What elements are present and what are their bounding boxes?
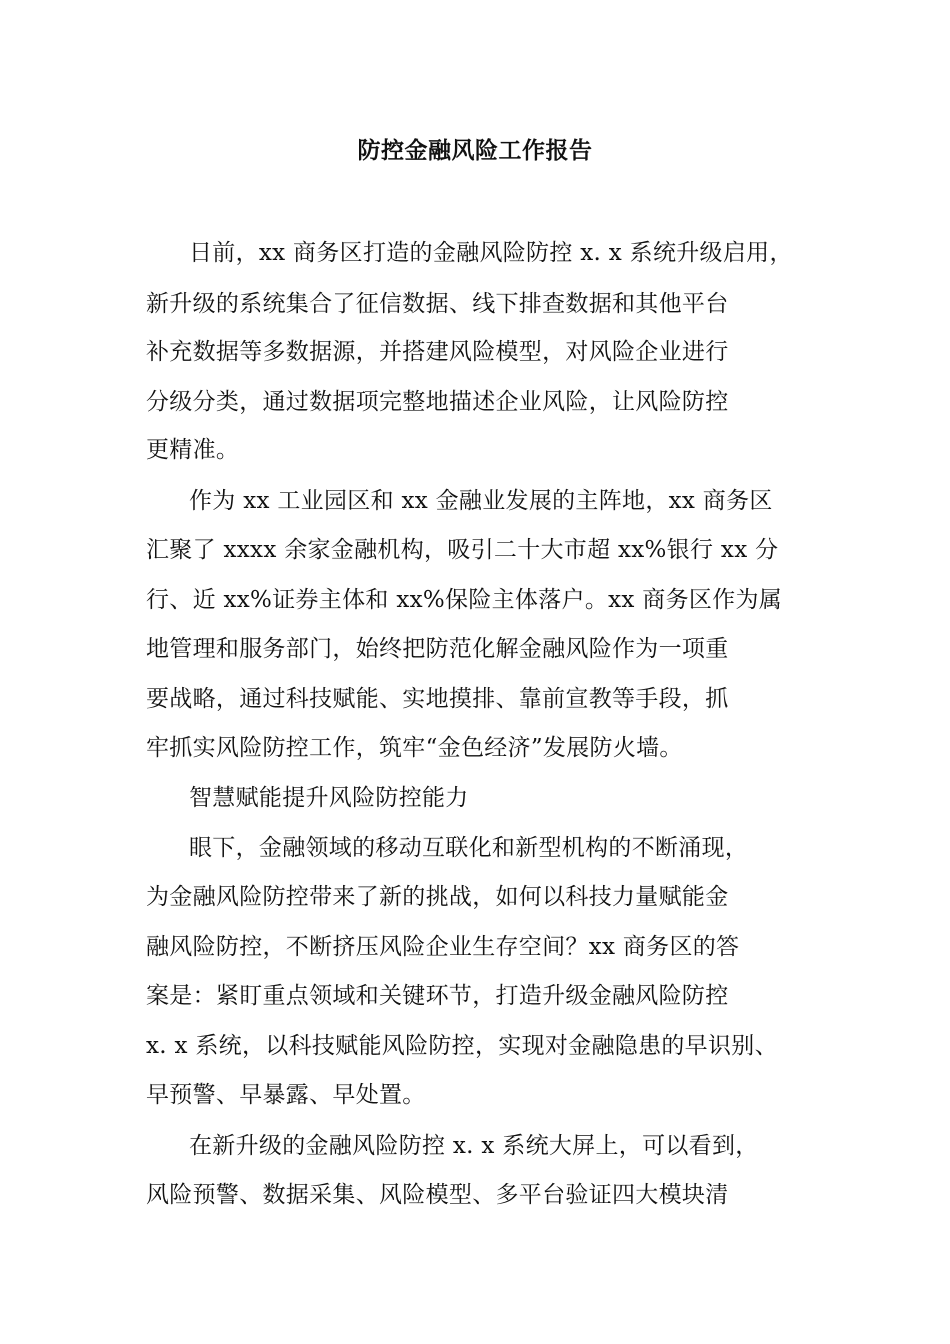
paragraph-2-line-4: 地管理和服务部门，始终把防范化解金融风险作为一项重 [146,636,729,662]
paragraph-1-line-3: 补充数据等多数据源，并搭建风险模型，对风险企业进行 [146,339,729,365]
paragraph-3-line-5: x. x 系统，以科技赋能风险防控，实现对金融隐患的早识别、 [146,1033,778,1059]
paragraph-3-line-6: 早预警、早暴露、早处置。 [146,1082,426,1108]
paragraph-2-line-5: 要战略，通过科技赋能、实地摸排、靠前宣教等手段，抓 [146,686,729,712]
paragraph-3-line-2: 为金融风险防控带来了新的挑战，如何以科技力量赋能金 [146,884,729,910]
paragraph-1-line-4: 分级分类，通过数据项完整地描述企业风险，让风险防控 [146,389,729,415]
paragraph-2-line-2: 汇聚了 xxxx 余家金融机构，吸引二十大市超 xx%银行 xx 分 [146,537,779,563]
paragraph-1-line-2: 新升级的系统集合了征信数据、线下排查数据和其他平台 [146,291,729,317]
paragraph-2-line-6: 牢抓实风险防控工作，筑牢“金色经济”发展防火墙。 [146,735,683,761]
paragraph-2-line-1: 作为 xx 工业园区和 xx 金融业发展的主阵地，xx 商务区 [189,488,773,514]
paragraph-1-line-1: 日前，xx 商务区打造的金融风险防控 x. x 系统升级启用， [189,240,793,266]
paragraph-4-line-1: 在新升级的金融风险防控 x. x 系统大屏上，可以看到， [189,1133,759,1159]
document-title: 防控金融风险工作报告 [357,137,593,164]
section-heading: 智慧赋能提升风险防控能力 [189,785,469,811]
paragraph-3-line-1: 眼下，金融领域的移动互联化和新型机构的不断涌现， [189,835,749,861]
paragraph-2-line-3: 行、近 xx%证券主体和 xx%保险主体落户。xx 商务区作为属 [146,587,783,613]
paragraph-1-line-5: 更精准。 [146,437,240,463]
paragraph-3-line-4: 案是：紧盯重点领域和关键环节，打造升级金融风险防控 [146,983,729,1009]
paragraph-3-line-3: 融风险防控，不断挤压风险企业生存空间？xx 商务区的答 [146,934,740,960]
paragraph-4-line-2: 风险预警、数据采集、风险模型、多平台验证四大模块清 [146,1182,729,1208]
